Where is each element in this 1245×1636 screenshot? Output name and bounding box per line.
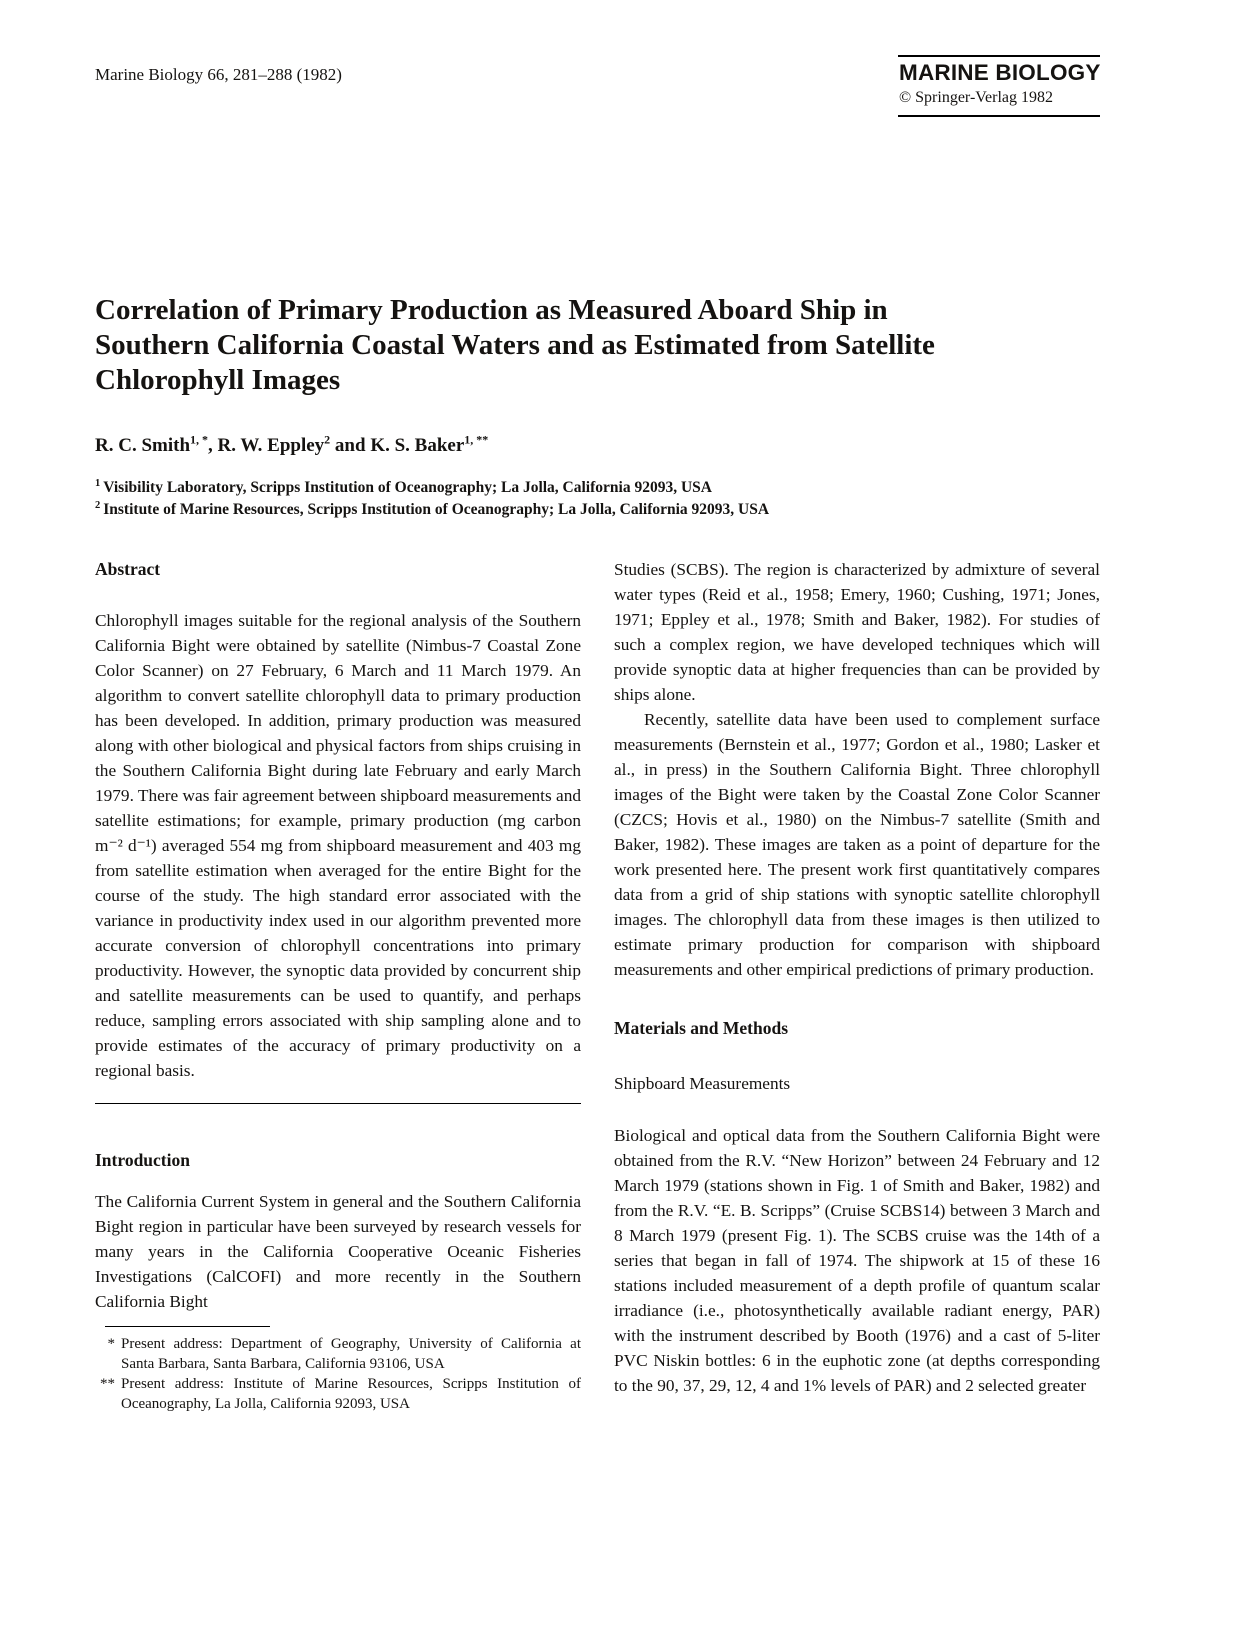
shipboard-measurements-paragraph: Biological and optical data from the Southern California Bight were obtained from the R.V. “New Horizon” between 24 February and 12 March 1979 (stations shown in Fig. 1 of Smith and Baker, 1982) and from the R.V. “E. B. Scripps” (Cruise SCBS14) between 3 March and 8 March 1979 (present Fig. 1). The SCBS cruise was the 14th of a series that began in fall of 1974. The shipwork at 15 of these 16 stations included measurement of a depth profile of quantum scalar irradiance (i.e., photosynthetically available radiant energy, PAR) with the instrument described by Booth (1976) and a cast of 5-liter PVC Niskin bottles: 6 in the euphotic zone (at depths corresponding to the 90, 37, 29, 12, 4 and 1% levels of PAR) and 2 selected greater bbox=[614, 1125, 1100, 1395]
footnote-1 bbox=[95, 1334, 581, 1374]
abstract-paragraph: Chlorophyll images suitable for the regional analysis of the Southern California Bight were obtained by satellite (Nimbus-7 Coastal Zone Color Scanner) on 27 February, 6 March and 11 March 1979. An algorithm to convert satellite chlorophyll data to primary production has been developed. In addition, primary production was measured along with other biological and physical factors from ships cruising in the Southern California Bight during late February and early March 1979. There was fair agreement between shipboard measurements and satellite estimations; for example, primary production (mg carbon m⁻² d⁻¹) averaged 554 mg from shipboard measurement and 403 mg from satellite estimation when averaged for the entire Bight for the course of the study. The high standard error associated with the variance in productivity index used in our algorithm prevented more accurate conversion of chlorophyll concentrations into primary productivity. However, the synoptic data provided by concurrent ship and satellite measurements can be used to quantify, and perhaps reduce, sampling errors associated with ship sampling alone and to provide estimates of the accuracy of primary productivity on a regional basis. bbox=[95, 610, 581, 1080]
footnote-1-marker: * bbox=[107, 1335, 115, 1352]
right-column bbox=[614, 557, 1100, 1414]
introduction-heading: Introduction bbox=[95, 1149, 190, 1170]
author-2: R. W. Eppley$^2$ and bbox=[217, 432, 371, 456]
journal-masthead bbox=[898, 55, 1100, 117]
author-1: R. C. Smith$^{1, *}$, bbox=[95, 432, 218, 456]
left-column bbox=[95, 557, 581, 1414]
authors-line bbox=[95, 432, 1100, 456]
author-1-affil-marker: 1, * bbox=[190, 432, 209, 447]
author-3-affil-marker: 1, ** bbox=[464, 432, 489, 447]
section-divider-rule bbox=[95, 1103, 581, 1104]
journal-name: MARINE BIOLOGY bbox=[899, 60, 1101, 85]
footnote-2-marker: ** bbox=[100, 1375, 115, 1392]
affiliation-2-marker: 2 bbox=[95, 499, 101, 511]
page-header bbox=[95, 55, 1100, 117]
affiliations bbox=[95, 477, 1100, 521]
affiliation-2: $^2$ Institute of Marine Resources, Scripps Institution of Oceanography; La Jolla, California 92093, USA bbox=[95, 499, 770, 518]
intro-continuation-paragraph: Studies (SCBS). The region is characterized by admixture of several water types (Reid et al., 1958; Emery, 1960; Cushing, 1971; Jones, 1971; Eppley et al., 1978; Smith and Baker, 1982). For studies of such a complex region, we have developed techniques which will provide synoptic data at higher frequencies than can be provided by ships alone. bbox=[614, 559, 1100, 704]
introduction-paragraph: The California Current System in general and the Southern California Bight region in particular have been surveyed by research vessels for many years in the California Cooperative Oceanic Fisheries Investigations (CalCOFI) and more recently in the Southern California Bight bbox=[95, 1191, 581, 1311]
copyright-line: © Springer-Verlag 1982 bbox=[899, 89, 1054, 106]
materials-methods-heading: Materials and Methods bbox=[614, 1017, 789, 1038]
shipboard-measurements-subheading: Shipboard Measurements bbox=[614, 1073, 791, 1093]
footnote-2-text: Present address: Institute of Marine Resources, Scripps Institution of Oceanography, La Jolla, California 92093, USA bbox=[121, 1375, 581, 1412]
footnote-2 bbox=[95, 1374, 581, 1414]
author-3: K. S. Baker$^{1, **}$ bbox=[370, 432, 489, 456]
affiliation-1-marker: 1 bbox=[95, 477, 101, 489]
footnote-rule bbox=[105, 1326, 270, 1327]
abstract-heading: Abstract bbox=[95, 558, 161, 579]
article-title: Correlation of Primary Production as Measured Aboard Ship in Southern California Coastal Waters and as Estimated from Satellite Chlorophyll Images bbox=[95, 294, 935, 397]
journal-citation: Marine Biology 66, 281–288 (1982) bbox=[95, 65, 342, 84]
footnotes bbox=[95, 1326, 581, 1414]
affiliation-1: $^1$ Visibility Laboratory, Scripps Institution of Oceanography; La Jolla, California 92093, USA bbox=[95, 477, 712, 496]
article-body bbox=[95, 557, 1100, 1414]
footnote-1-text: Present address: Department of Geography, University of California at Santa Barbara, Santa Barbara, California 93106, USA bbox=[121, 1335, 581, 1372]
satellite-data-paragraph: Recently, satellite data have been used to complement surface measurements (Bernstein et al., 1977; Gordon et al., 1980; Lasker et al., in press) in the Southern California Bight. Three chlorophyll images of the Bight were taken by the Coastal Zone Color Scanner (CZCS; Hovis et al., 1980) on the Nimbus-7 satellite (Smith and Baker, 1982). These images are taken as a point of departure for the work presented here. The present work first quantitatively compares data from a grid of ship stations with synoptic satellite chlorophyll images. The chlorophyll data from these images is then utilized to estimate primary production for comparison with shipboard measurements and other empirical predictions of primary production. bbox=[614, 709, 1100, 979]
author-2-affil-marker: 2 bbox=[324, 432, 331, 447]
